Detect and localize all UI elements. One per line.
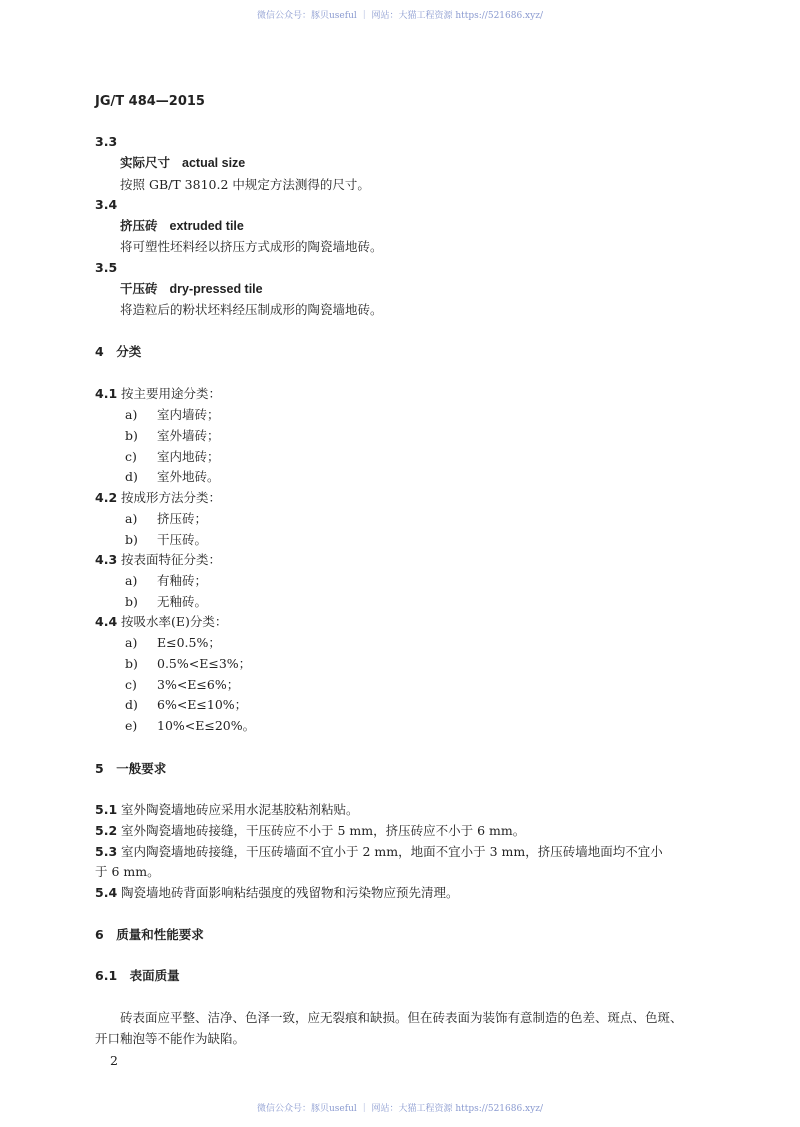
- list-item: d) 6%<E≤10%；: [125, 697, 248, 713]
- list-item: b) 室外墙砖；: [125, 427, 220, 443]
- list-item: b) 干压砖。: [125, 531, 208, 547]
- classification-clause: 4.1 按主要用途分类：: [95, 386, 222, 401]
- list-item: e) 10%<E≤20%。: [125, 718, 256, 734]
- paragraph: 开口釉泡等不能作为缺陷。: [95, 1031, 246, 1046]
- term-number: 3.4: [95, 197, 118, 212]
- term-definition: 将可塑性坯料经以挤压方式成形的陶瓷墙地砖。: [120, 239, 383, 254]
- watermark-top: 微信公众号：豚贝useful ｜ 网站：大猫工程资源 https://521686.xyz/: [257, 11, 543, 21]
- clause: 5.1 室外陶瓷墙地砖应采用水泥基胶粘剂粘贴。: [95, 802, 359, 817]
- section-heading: 4 分类: [95, 344, 142, 359]
- watermark-bottom: 微信公众号：豚贝useful ｜ 网站：大猫工程资源 https://521686.xyz/: [257, 1104, 543, 1114]
- page-number: 2: [110, 1053, 118, 1068]
- list-item: a) 有釉砖；: [125, 573, 208, 588]
- list-item: c) 室内地砖；: [125, 448, 220, 464]
- classification-clause: 4.2 按成形方法分类：: [95, 490, 222, 505]
- list-item: a) E≤0.5%；: [125, 635, 221, 650]
- list-item: a) 室内墙砖；: [125, 407, 220, 422]
- clause: 5.2 室外陶瓷墙地砖接缝，干压砖应不小于 5 mm，挤压砖应不小于 6 mm。: [95, 823, 526, 838]
- subsection-heading: 6.1 表面质量: [95, 968, 180, 983]
- clause-continuation: 于 6 mm。: [95, 864, 160, 879]
- list-item: a) 挤压砖；: [125, 511, 208, 526]
- list-item: c) 3%<E≤6%；: [125, 676, 240, 692]
- clause: 5.3 室内陶瓷墙地砖接缝，干压砖墙面不宜小于 2 mm，地面不宜小于 3 mm，挤压砖墙地面均不宜小: [95, 844, 663, 859]
- list-item: b) 0.5%<E≤3%；: [125, 655, 252, 671]
- term-title: 干压砖 dry-pressed tile: [120, 281, 263, 296]
- list-item: d) 室外地砖。: [125, 469, 220, 485]
- classification-clause: 4.4 按吸水率(E)分类：: [95, 614, 228, 629]
- term-definition: 按照 GB/T 3810.2 中规定方法测得的尺寸。: [120, 177, 370, 192]
- term-number: 3.5: [95, 260, 118, 275]
- term-number: 3.3: [95, 134, 118, 149]
- classification-clause: 4.3 按表面特征分类：: [95, 552, 222, 567]
- section-heading: 6 质量和性能要求: [95, 927, 204, 942]
- list-item: b) 无釉砖。: [125, 593, 208, 609]
- paragraph: 砖表面应平整、洁净、色泽一致，应无裂痕和缺损。但在砖表面为装饰有意制造的色差、斑点、色斑、: [120, 1010, 683, 1025]
- clause: 5.4 陶瓷墙地砖背面影响粘结强度的残留物和污染物应预先清理。: [95, 885, 459, 900]
- term-title: 挤压砖 extruded tile: [120, 218, 244, 233]
- section-heading: 5 一般要求: [95, 761, 167, 776]
- term-title: 实际尺寸 actual size: [120, 155, 246, 170]
- term-definition: 将造粒后的粉状坯料经压制成形的陶瓷墙地砖。: [120, 302, 383, 317]
- standard-header: JG/T 484—2015: [95, 94, 205, 109]
